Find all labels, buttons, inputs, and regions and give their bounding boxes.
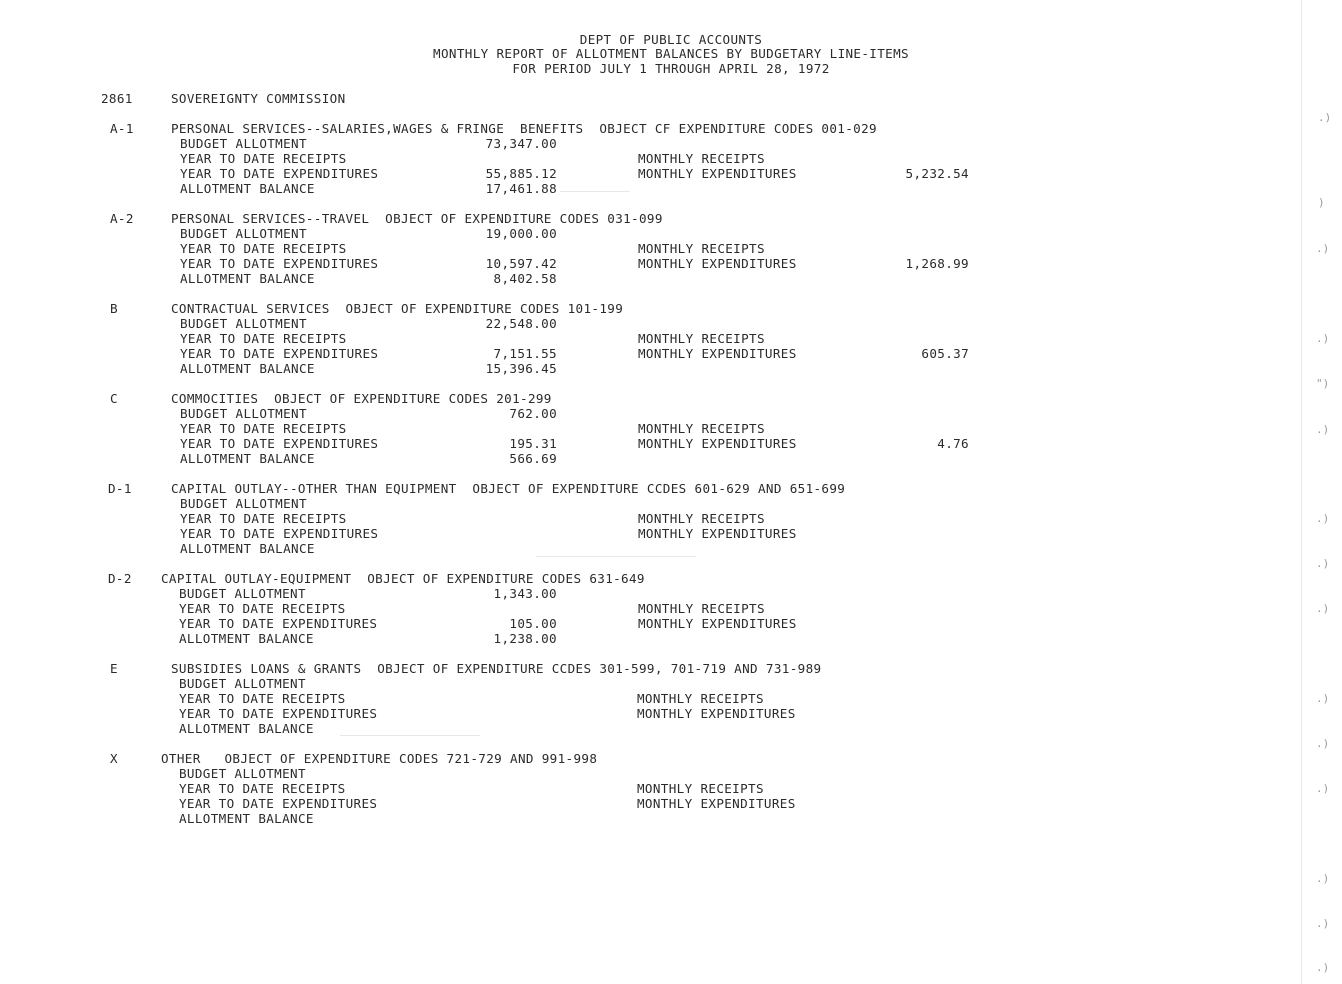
section-code: B <box>110 301 118 316</box>
ytd-expenditures-amount: 55,885.12 <box>485 166 557 181</box>
allotment-balance-amount: 15,396.45 <box>485 361 557 376</box>
monthly-expenditures-label: MONTHLY EXPENDITURES <box>638 346 797 361</box>
section-title: CAPITAL OUTLAY-EQUIPMENT OBJECT OF EXPENDITURE CODES 631-649 <box>161 571 645 586</box>
section-code: D-2 <box>108 571 132 586</box>
monthly-expenditures-amount: 4.76 <box>937 436 969 451</box>
monthly-expenditures-amount: 605.37 <box>921 346 969 361</box>
allotment-balance-amount: 8,402.58 <box>493 271 557 286</box>
ytd-receipts-label: YEAR TO DATE RECEIPTS <box>180 511 347 526</box>
monthly-expenditures-label: MONTHLY EXPENDITURES <box>637 796 796 811</box>
ytd-receipts-label: YEAR TO DATE RECEIPTS <box>179 691 346 706</box>
scan-speck <box>560 191 630 192</box>
section-title: PERSONAL SERVICES--TRAVEL OBJECT OF EXPENDITURE CODES 031-099 <box>171 211 663 226</box>
budget-allotment-label: BUDGET ALLOTMENT <box>180 406 307 421</box>
section-code: C <box>110 391 118 406</box>
monthly-expenditures-label: MONTHLY EXPENDITURES <box>638 526 797 541</box>
monthly-receipts-label: MONTHLY RECEIPTS <box>638 601 765 616</box>
budget-allotment-label: BUDGET ALLOTMENT <box>179 586 306 601</box>
monthly-expenditures-label: MONTHLY EXPENDITURES <box>638 616 797 631</box>
ytd-expenditures-label: YEAR TO DATE EXPENDITURES <box>179 706 378 721</box>
ytd-expenditures-amount: 10,597.42 <box>485 256 557 271</box>
monthly-expenditures-label: MONTHLY EXPENDITURES <box>638 436 797 451</box>
ytd-receipts-label: YEAR TO DATE RECEIPTS <box>180 331 347 346</box>
section-code: D-1 <box>108 481 132 496</box>
scan-speck <box>340 735 480 736</box>
section-code: E <box>110 661 118 676</box>
budget-allotment-amount: 22,548.00 <box>485 316 557 331</box>
margin-mark: .) <box>1316 423 1330 436</box>
budget-allotment-label: BUDGET ALLOTMENT <box>180 316 307 331</box>
monthly-receipts-label: MONTHLY RECEIPTS <box>637 691 764 706</box>
section-title: CONTRACTUAL SERVICES OBJECT OF EXPENDITURE CODES 101-199 <box>171 301 624 316</box>
ytd-expenditures-label: YEAR TO DATE EXPENDITURES <box>180 436 379 451</box>
allotment-balance-label: ALLOTMENT BALANCE <box>179 631 314 646</box>
budget-allotment-amount: 1,343.00 <box>493 586 557 601</box>
margin-mark: .) <box>1316 242 1330 255</box>
allotment-balance-label: ALLOTMENT BALANCE <box>179 811 314 826</box>
agency-code: 2861 <box>101 91 133 106</box>
margin-mark: .) <box>1316 332 1330 345</box>
budget-allotment-label: BUDGET ALLOTMENT <box>179 676 306 691</box>
margin-mark: .) <box>1316 512 1330 525</box>
allotment-balance-label: ALLOTMENT BALANCE <box>180 271 315 286</box>
section-title: CAPITAL OUTLAY--OTHER THAN EQUIPMENT OBJECT OF EXPENDITURE CCDES 601-629 AND 651-699 <box>171 481 846 496</box>
budget-allotment-amount: 19,000.00 <box>485 226 557 241</box>
monthly-expenditures-amount: 5,232.54 <box>905 166 969 181</box>
ytd-expenditures-label: YEAR TO DATE EXPENDITURES <box>179 616 378 631</box>
section-code: A-2 <box>110 211 134 226</box>
section-code: X <box>110 751 118 766</box>
margin-mark: .) <box>1316 737 1330 750</box>
allotment-balance-label: ALLOTMENT BALANCE <box>180 541 315 556</box>
monthly-expenditures-label: MONTHLY EXPENDITURES <box>637 706 796 721</box>
margin-mark: .) <box>1316 602 1330 615</box>
monthly-receipts-label: MONTHLY RECEIPTS <box>638 151 765 166</box>
allotment-balance-amount: 1,238.00 <box>493 631 557 646</box>
monthly-receipts-label: MONTHLY RECEIPTS <box>638 421 765 436</box>
monthly-expenditures-amount: 1,268.99 <box>905 256 969 271</box>
section-title: PERSONAL SERVICES--SALARIES,WAGES & FRINGE BENEFITS OBJECT CF EXPENDITURE CODES 001-029 <box>171 121 877 136</box>
ytd-receipts-label: YEAR TO DATE RECEIPTS <box>180 241 347 256</box>
ytd-expenditures-label: YEAR TO DATE EXPENDITURES <box>180 346 379 361</box>
allotment-balance-amount: 17,461.88 <box>485 181 557 196</box>
monthly-receipts-label: MONTHLY RECEIPTS <box>637 781 764 796</box>
section-title: OTHER OBJECT OF EXPENDITURE CODES 721-729 AND 991-998 <box>161 751 598 766</box>
budget-allotment-amount: 762.00 <box>509 406 557 421</box>
budget-allotment-amount: 73,347.00 <box>485 136 557 151</box>
margin-mark: .) <box>1318 111 1332 124</box>
report-header-title: MONTHLY REPORT OF ALLOTMENT BALANCES BY BUDGETARY LINE-ITEMS <box>433 46 909 61</box>
ytd-receipts-label: YEAR TO DATE RECEIPTS <box>179 781 346 796</box>
budget-allotment-label: BUDGET ALLOTMENT <box>179 766 306 781</box>
scan-speck <box>536 556 696 557</box>
ytd-expenditures-label: YEAR TO DATE EXPENDITURES <box>179 796 378 811</box>
margin-mark: .) <box>1316 782 1330 795</box>
monthly-receipts-label: MONTHLY RECEIPTS <box>638 241 765 256</box>
allotment-balance-label: ALLOTMENT BALANCE <box>180 361 315 376</box>
margin-mark: .) <box>1316 961 1330 974</box>
allotment-balance-label: ALLOTMENT BALANCE <box>180 181 315 196</box>
monthly-expenditures-label: MONTHLY EXPENDITURES <box>638 256 797 271</box>
budget-allotment-label: BUDGET ALLOTMENT <box>180 136 307 151</box>
ytd-expenditures-amount: 195.31 <box>509 436 557 451</box>
margin-mark: ) <box>1318 196 1325 209</box>
section-title: COMMOCITIES OBJECT OF EXPENDITURE CODES 201-299 <box>171 391 552 406</box>
section-code: A-1 <box>110 121 134 136</box>
monthly-expenditures-label: MONTHLY EXPENDITURES <box>638 166 797 181</box>
ytd-expenditures-label: YEAR TO DATE EXPENDITURES <box>180 526 379 541</box>
allotment-balance-label: ALLOTMENT BALANCE <box>179 721 314 736</box>
ytd-expenditures-amount: 105.00 <box>509 616 557 631</box>
monthly-receipts-label: MONTHLY RECEIPTS <box>638 331 765 346</box>
margin-mark: .) <box>1316 917 1330 930</box>
ytd-expenditures-amount: 7,151.55 <box>493 346 557 361</box>
ytd-receipts-label: YEAR TO DATE RECEIPTS <box>180 421 347 436</box>
margin-mark: .) <box>1316 692 1330 705</box>
margin-mark: ") <box>1316 377 1330 390</box>
budget-allotment-label: BUDGET ALLOTMENT <box>180 226 307 241</box>
budget-allotment-label: BUDGET ALLOTMENT <box>180 496 307 511</box>
ytd-receipts-label: YEAR TO DATE RECEIPTS <box>179 601 346 616</box>
margin-mark: .) <box>1316 872 1330 885</box>
margin-mark: .) <box>1316 557 1330 570</box>
page-edge-divider <box>1301 0 1302 984</box>
allotment-balance-label: ALLOTMENT BALANCE <box>180 451 315 466</box>
monthly-receipts-label: MONTHLY RECEIPTS <box>638 511 765 526</box>
agency-name: SOVEREIGNTY COMMISSION <box>171 91 346 106</box>
ytd-expenditures-label: YEAR TO DATE EXPENDITURES <box>180 166 379 181</box>
ytd-receipts-label: YEAR TO DATE RECEIPTS <box>180 151 347 166</box>
ytd-expenditures-label: YEAR TO DATE EXPENDITURES <box>180 256 379 271</box>
section-title: SUBSIDIES LOANS & GRANTS OBJECT OF EXPENDITURE CCDES 301-599, 701-719 AND 731-989 <box>171 661 822 676</box>
allotment-balance-amount: 566.69 <box>509 451 557 466</box>
report-header-dept: DEPT OF PUBLIC ACCOUNTS <box>579 32 763 47</box>
report-header-period: FOR PERIOD JULY 1 THROUGH APRIL 28, 1972 <box>512 61 830 76</box>
